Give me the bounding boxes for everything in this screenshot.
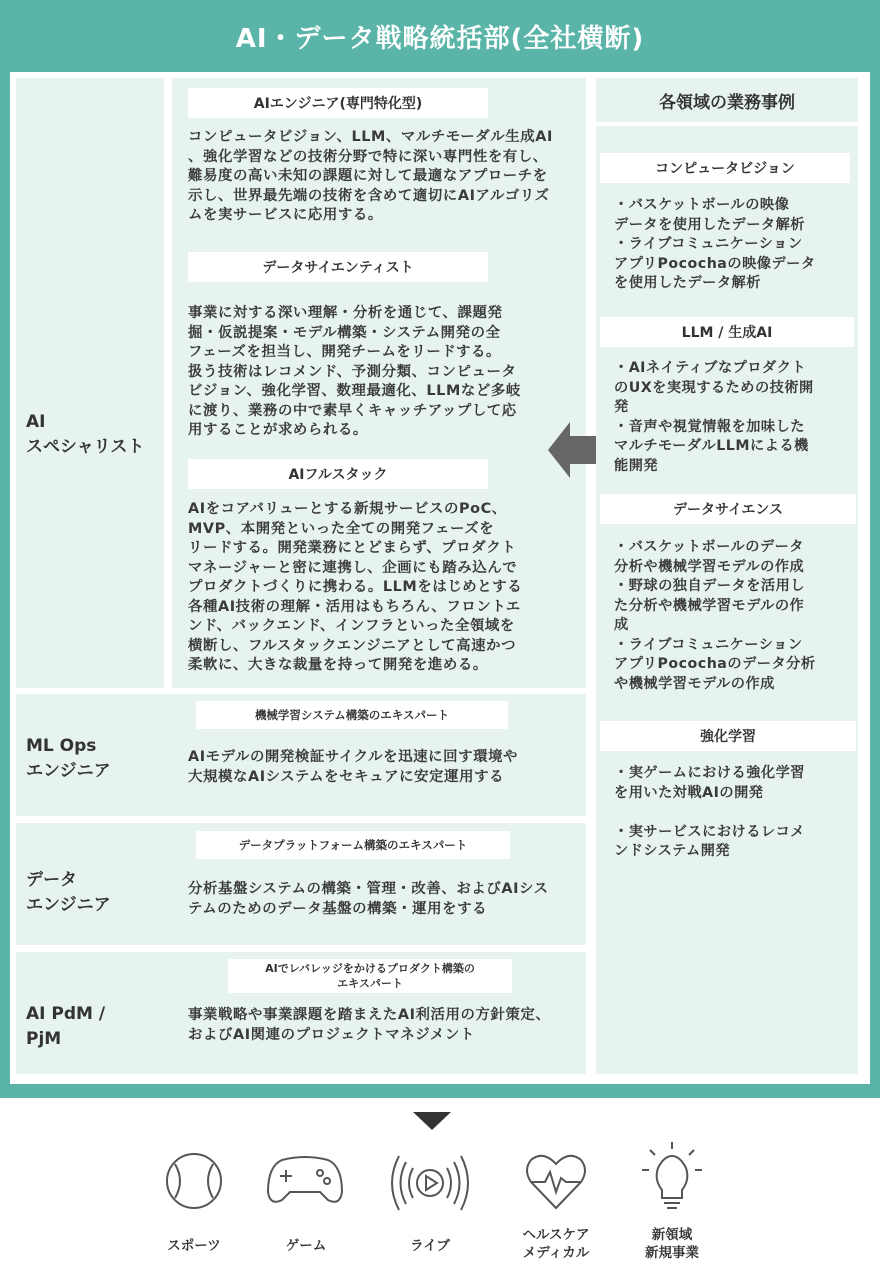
case-text-data-science: ・バスケットボールのデータ 分析や機械学習モデルの作成 ・野球の独自データを活用し た分析や機械学習モデルの作 成 ・ライブコミュニケーション アプリPocochaのデータ分析 や機械学習モデルの作成: [614, 539, 816, 692]
domain-label-healthcare: ヘルスケア メディカル: [522, 1227, 590, 1261]
role-label-data-engineer: データ エンジニア: [26, 870, 111, 915]
subtitle-data-scientist: データサイエンティスト: [188, 252, 488, 282]
lightbulb-icon: [640, 1140, 704, 1214]
desc-data-scientist: 事業に対する深い理解・分析を通じて、課題発 掘・仮説提案・モデル構築・システム開発の全 フェーズを担当し、開発チームをリードする。 扱う技術はレコメンド、予測分類、コンピュータ ビジョン、強化学習、数理最適化、LLMなど多岐 に渡り、業務の中で素早くキャッチアップして応 用することが求められる。: [188, 305, 521, 438]
desc-mlops: AIモデルの開発検証サイクルを迅速に回す環境や 大規模なAIシステムをセキュアに安定運用する: [188, 749, 519, 785]
domain-label-sports: スポーツ: [167, 1238, 221, 1254]
domain-label-live: ライブ: [410, 1238, 450, 1254]
domain-label-new-business: 新領域 新規事業: [645, 1227, 699, 1261]
down-triangle-icon: [413, 1112, 451, 1130]
case-title-computer-vision: コンピュータビジョン: [600, 153, 850, 183]
subtitle-ai-engineer: AIエンジニア(専門特化型): [188, 88, 488, 118]
role-box-ai-specialist: [16, 78, 164, 688]
subtitle-ai-pdm: AIでレバレッジをかけるプロダクト構築の エキスパート: [228, 959, 512, 993]
live-broadcast-icon: [385, 1148, 475, 1218]
department-title: AI・データ戦略統括部(全社横断): [235, 23, 645, 54]
case-text-llm: ・AIネイティブなプロダクト のUXを実現するための技術開 発 ・音声や視覚情報を加味した マルチモーダルLLMによる機 能開発: [614, 360, 814, 474]
cases-title: 各領域の業務事例: [659, 92, 795, 113]
left-arrow-icon: [548, 422, 596, 478]
desc-ai-engineer: コンピュータビジョン、LLM、マルチモーダル生成AI 、強化学習などの技術分野で特に深い専門性を有し、 難易度の高い未知の課題に対して最適なアプローチを 示し、世界最先端の技術を含めて適切にAIアルゴリズ ムを実サービスに応用する。: [188, 129, 553, 223]
domain-label-game: ゲーム: [285, 1238, 327, 1254]
gamepad-icon: [264, 1152, 346, 1210]
desc-ai-pdm: 事業戦略や事業課題を踏まえたAI利活用の方針策定、 およびAI関連のプロジェクトマネジメント: [188, 1007, 551, 1043]
case-text-computer-vision: ・バスケットボールの映像 データを使用したデータ解析 ・ライブコミュニケーション アプリPocochaの映像データ を使用したデータ解析: [614, 197, 816, 291]
case-text-reinforcement-learning: ・実ゲームにおける強化学習 を用いた対戦AIの開発 ・実サービスにおけるレコメ ンドシステム開発: [614, 765, 805, 859]
subtitle-ai-fullstack: AIフルスタック: [188, 459, 488, 489]
subtitle-mlops: 機械学習システム構築のエキスパート: [196, 701, 508, 729]
subtitle-data-engineer: データプラットフォーム構築のエキスパート: [196, 831, 510, 859]
case-title-llm: LLM / 生成AI: [600, 317, 854, 347]
desc-data-engineer: 分析基盤システムの構築・管理・改善、およびAIシス テムのためのデータ基盤の構築・運用をする: [188, 881, 549, 917]
baseball-icon: [163, 1150, 225, 1212]
heart-pulse-icon: [523, 1150, 589, 1212]
content-area: [10, 72, 870, 1084]
role-label-ai-pdm: AI PdM / PjM: [26, 1004, 106, 1049]
case-title-data-science: データサイエンス: [600, 494, 856, 524]
case-title-reinforcement-learning: 強化学習: [600, 721, 856, 751]
desc-ai-fullstack: AIをコアバリューとする新規サービスのPoC、 MVP、本開発といった全ての開発フェーズを リードする。開発業務にとどまらず、プロダクト マネージャーと密に連携し、企画にも踏み込んで プロダクトづくりに携わる。LLMをはじめとする 各種AI技術の理解・活用はもちろん、フロントエ ンド、バックエンド、インフラといった全領域を 横断し、フルスタックエンジニアとして高速かつ 柔軟に、大きな裁量を持って開発を進める。: [188, 501, 523, 673]
role-label-ai-specialist: AI スペシャリスト: [26, 412, 145, 457]
role-label-mlops: ML Ops エンジニア: [26, 736, 111, 781]
